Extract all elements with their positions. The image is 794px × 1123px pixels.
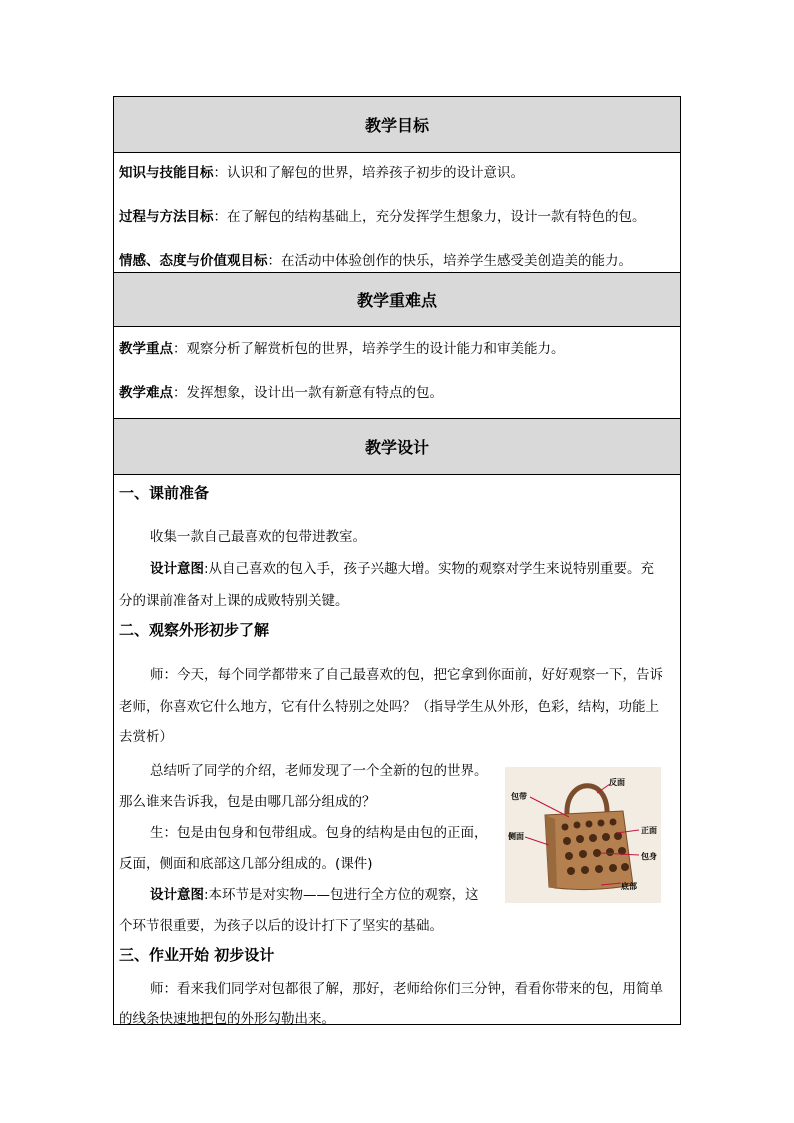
goal-knowledge: [119, 161, 524, 181]
lesson-plan-table: [113, 96, 681, 1025]
goal-process: [119, 205, 646, 225]
s2-para1-l3: 去赏析）: [119, 729, 173, 745]
bag-illustration: [505, 767, 661, 903]
bag-figure: [505, 767, 661, 903]
s2-intent-label: 设计意图: [150, 887, 204, 903]
goal-knowledge-text: ：认识和了解包的世界，培养孩子初步的设计意识。: [213, 165, 524, 181]
s1-intent: [150, 557, 654, 577]
keypoint-focus-text: ：观察分析了解赏析包的世界，培养学生的设计能力和审美能力。: [173, 341, 565, 357]
goal-emotion-text: ：在活动中体验创作的快乐，培养学生感受美创造美的能力。: [267, 253, 632, 269]
section-3-title: 三、作业开始 初步设计: [119, 946, 275, 964]
goal-knowledge-label: 知识与技能目标: [119, 165, 214, 181]
keypoint-difficulty-label: 教学难点: [119, 385, 173, 401]
s2-para3-l2: 反面，侧面和底部这几部分组成的。(课件): [119, 856, 373, 872]
section-1-title: 一、课前准备: [119, 484, 210, 502]
s3-para1-l2: 的线条快速地把包的外形勾勒出来。: [119, 1011, 335, 1027]
label-back: 反面: [609, 778, 625, 787]
goal-emotion: [119, 249, 632, 269]
s1-intent-text: :从自己喜欢的包入手，孩子兴趣大增。实物的观察对学生来说特别重要。充: [204, 561, 655, 577]
keypoint-difficulty-text: ：发挥想象，设计出一款有新意有特点的包。: [173, 385, 443, 401]
label-side: 侧面: [508, 832, 524, 841]
s2-para1-l1: 师：今天，每个同学都带来了自己最喜欢的包，把它拿到你面前，好好观察一下，告诉: [150, 667, 663, 683]
section-2-title: 二、观察外形初步了解: [119, 621, 270, 639]
goal-emotion-label: 情感、态度与价值观目标: [119, 253, 268, 269]
label-body: 包身: [641, 852, 657, 861]
s1-intent-label: 设计意图: [150, 561, 204, 577]
s2-para2-l2: 那么谁来告诉我，包是由哪几部分组成的？: [119, 794, 376, 810]
s2-para2-l1: 总结听了同学的介绍，老师发现了一个全新的包的世界。: [150, 763, 488, 779]
s2-para3-l1: 生：包是由包身和包带组成。包身的结构是由包的正面，: [150, 825, 488, 841]
keypoints-header: 教学重难点: [114, 273, 680, 327]
s1-intent-cont: 分的课前准备对上课的成败特别关键。: [119, 593, 349, 609]
label-strap: 包带: [511, 792, 527, 801]
s2-intent: [150, 883, 479, 903]
keypoint-difficulty: [119, 381, 443, 401]
design-header: 教学设计: [114, 419, 680, 475]
keypoint-focus-label: 教学重点: [119, 341, 173, 357]
s1-paragraph: 收集一款自己最喜欢的包带进教室。: [150, 529, 366, 545]
goal-process-text: ：在了解包的结构基础上，充分发挥学生想象力，设计一款有特色的包。: [213, 209, 646, 225]
s3-para1-l1: 师：看来我们同学对包都很了解，那好，老师给你们三分钟，看看你带来的包，用简单: [150, 981, 663, 997]
s2-intent-cont: 个环节很重要，为孩子以后的设计打下了坚实的基础。: [119, 918, 443, 934]
label-front: 正面: [641, 826, 657, 835]
s2-intent-text: :本环节是对实物——包进行全方位的观察，这: [204, 887, 479, 903]
goal-process-label: 过程与方法目标: [119, 209, 214, 225]
label-bottom: 底部: [621, 882, 637, 891]
keypoint-focus: [119, 337, 565, 357]
s2-para1-l2: 老师，你喜欢它什么地方，它有什么特别之处吗？（指导学生从外形，色彩，结构，功能上: [119, 699, 659, 715]
goals-header: 教学目标: [114, 97, 680, 153]
